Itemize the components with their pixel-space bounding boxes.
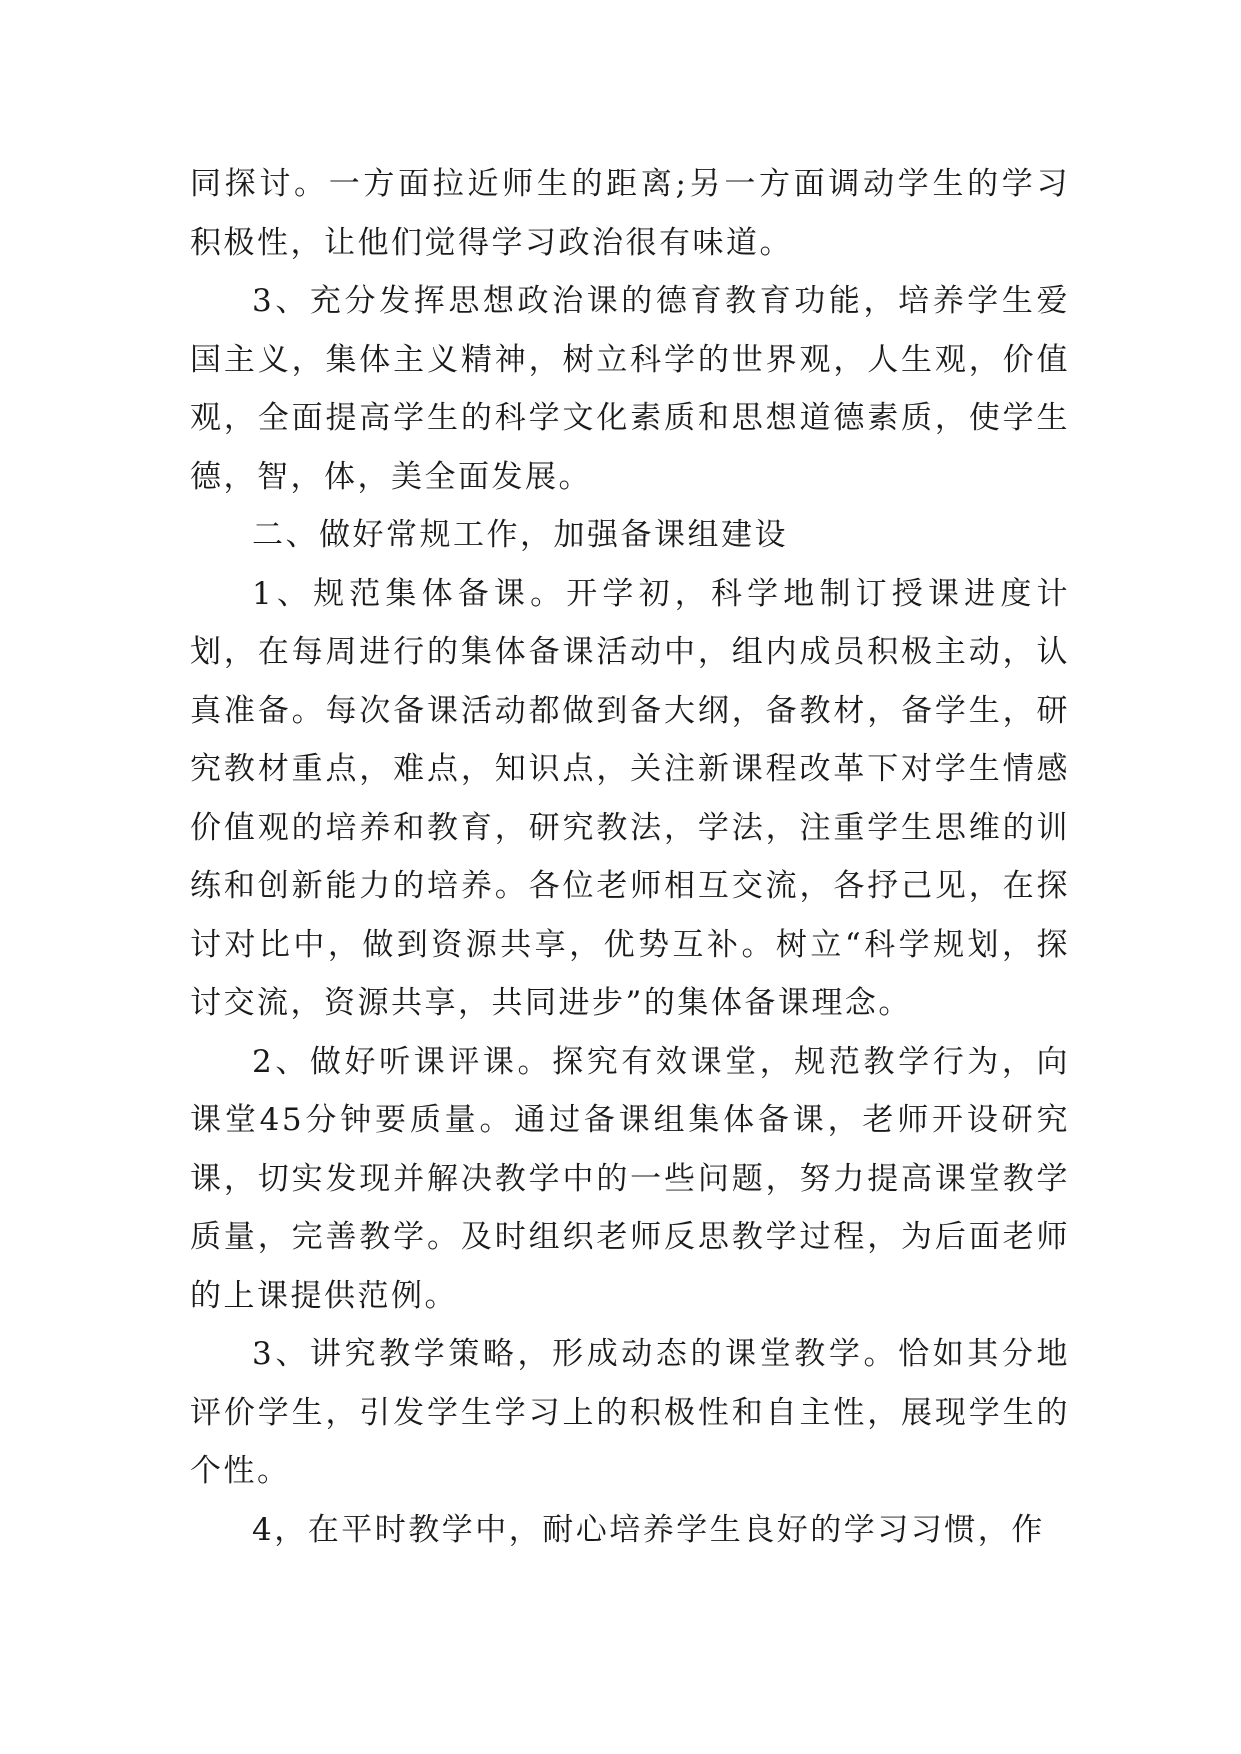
section-heading: 二、做好常规工作，加强备课组建设	[252, 517, 788, 553]
paragraph: 4，在平时教学中，耐心培养学生良好的学习习惯，作	[252, 1511, 1045, 1548]
paragraph: 3、充分发挥思想政治课的德育教育功能，培养学生爱国主义，集体主义精神，树立科学的世界观，人生观，价值观，全面提高学生的科学文化素质和思想道德素质，使学生德，智，体，美全面发展。	[190, 283, 1070, 495]
paragraph: 3、讲究教学策略，形成动态的课堂教学。恰如其分地评价学生，引发学生学习上的积极性和自主性，展现学生的个性。	[190, 1336, 1070, 1489]
paragraph: 同探讨。一方面拉近师生的距离;另一方面调动学生的学习积极性，让他们觉得学习政治很有味道。	[190, 166, 1070, 261]
paragraph: 2、做好听课评课。探究有效课堂，规范教学行为，向课堂45分钟要质量。通过备课组集体备课，老师开设研究课，切实发现并解决教学中的一些问题，努力提高课堂教学质量，完善教学。及时组织老师反思教学过程，为后面老师的上课提供范例。	[190, 1043, 1070, 1314]
document-body	[190, 155, 1070, 1559]
paragraph: 1、规范集体备课。开学初，科学地制订授课进度计划，在每周进行的集体备课活动中，组内成员积极主动，认真准备。每次备课活动都做到备大纲，备教材，备学生，研究教材重点，难点，知识点，关注新课程改革下对学生情感价值观的培养和教育，研究教法，学法，注重学生思维的训练和创新能力的培养。各位老师相互交流，各抒己见，在探讨对比中，做到资源共享，优势互补。树立“科学规划，探讨交流，资源共享，共同进步”的集体备课理念。	[190, 575, 1070, 1021]
